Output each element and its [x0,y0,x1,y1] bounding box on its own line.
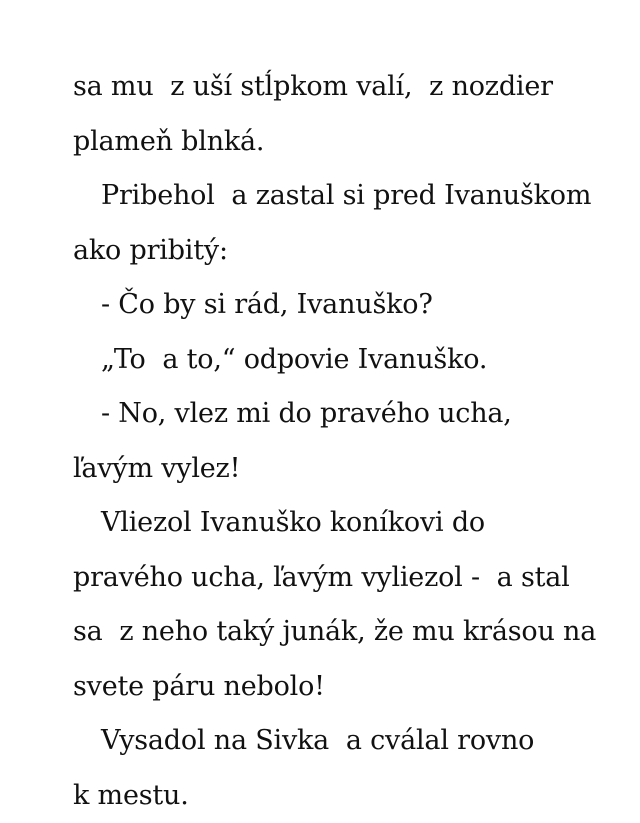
text-line: Vysadol na Sivka a cválal rovno [73,714,613,769]
text-line: plameň blnká. [73,115,613,170]
text-line: Vliezol Ivanuško koníkovi do [73,496,613,551]
text-line: svete páru nebolo! [73,660,613,715]
story-text [73,60,613,823]
text-line: sa mu z uší stĺpkom valí, z nozdier [73,60,613,115]
text-line: ako pribitý: [73,224,613,279]
text-line: - Čo by si rád, Ivanuško? [73,278,613,333]
text-line: Pribehol a zastal si pred Ivanuškom [73,169,613,224]
text-line: pravého ucha, ľavým vyliezol - a stal [73,551,613,606]
text-line: sa z neho taký junák, že mu krásou na [73,605,613,660]
text-line: k mestu. [73,769,613,823]
text-line: - No, vlez mi do pravého ucha, [73,387,613,442]
text-line: ľavým vylez! [73,442,613,497]
text-line: „To a to,“ odpovie Ivanuško. [73,333,613,388]
